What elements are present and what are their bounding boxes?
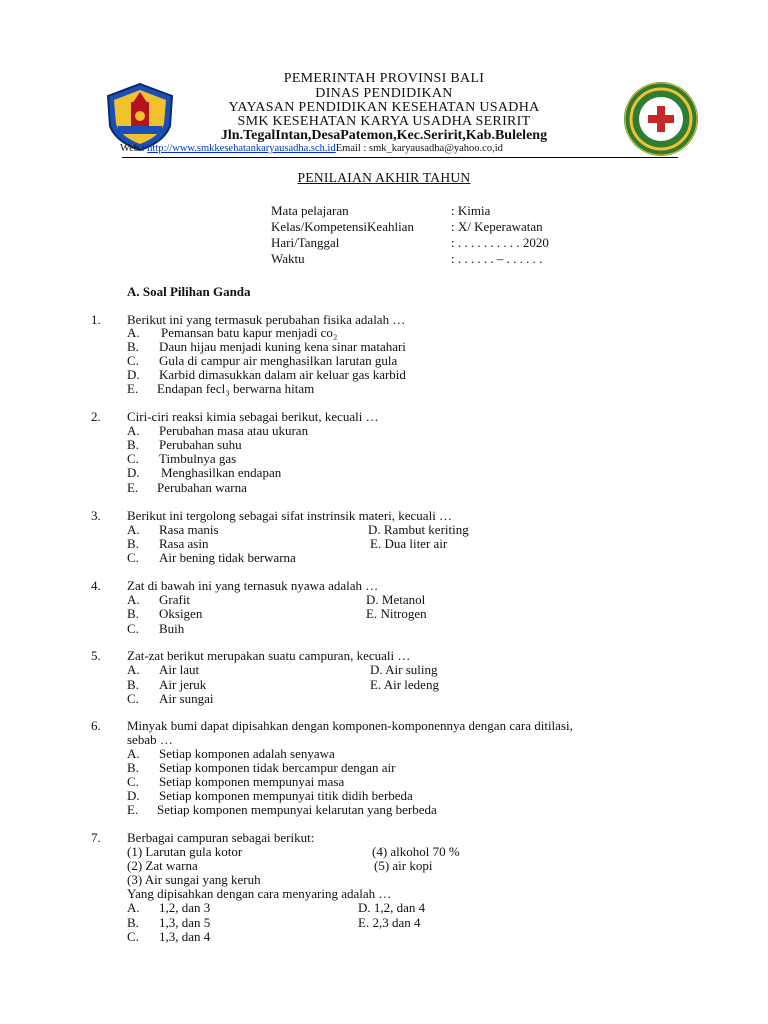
option-letter: A. [127, 592, 140, 607]
list-item: (3) Air sungai yang keruh [127, 872, 261, 887]
option-letter: B. [127, 760, 139, 775]
header-line-1: PEMERINTAH PROVINSI BALI [283, 71, 485, 86]
option-text: D. Rambut keriting [368, 522, 469, 537]
option-letter: B. [127, 437, 139, 452]
question-number: 5. [91, 648, 101, 663]
option-letter: E. [127, 381, 139, 396]
header-line-2: DINAS PENDIDIKAN [315, 86, 453, 101]
option-letter: A. [127, 325, 140, 340]
option-text: Setiap komponen mempunyai masa [159, 774, 345, 789]
question-text: Berikut ini yang termasuk perubahan fisika adalah … [127, 312, 406, 327]
option-text: E. Nitrogen [366, 606, 427, 621]
option-letter: D. [127, 367, 140, 382]
time-label: Waktu [271, 251, 305, 266]
list-item: (1) Larutan gula kotor [127, 844, 243, 859]
option-text: Buih [159, 621, 185, 636]
option-letter: C. [127, 929, 139, 944]
option-letter: A. [127, 900, 140, 915]
header-line-4: SMK KESEHATAN KARYA USADHA SERIRIT [237, 114, 531, 129]
list-item: (2) Zat warna [127, 858, 198, 873]
option-letter: D. [127, 788, 140, 803]
option-letter: C. [127, 451, 139, 466]
option-text: Perubahan masa atau ukuran [159, 423, 309, 438]
option-letter: A. [127, 746, 140, 761]
option-text: Perubahan warna [157, 480, 247, 495]
option-letter: E. [127, 802, 139, 817]
option-text: D. Air suling [370, 662, 438, 677]
option-text: Timbulnya gas [159, 451, 237, 466]
question-number: 6. [91, 718, 101, 733]
question-prompt: Yang dipisahkan dengan cara menyaring adalah … [127, 886, 392, 901]
option-text: Air sungai [159, 691, 214, 706]
web-label: Web : [120, 143, 148, 154]
subject-label: Mata pelajaran [271, 203, 349, 218]
option-letter: C. [127, 353, 139, 368]
website-link[interactable]: http://www.smkkesehatankaryausadha.sch.id [147, 143, 336, 154]
section-heading: A. Soal Pilihan Ganda [127, 284, 251, 299]
list-item: (4) alkohol 70 % [372, 844, 460, 859]
option-text: Setiap komponen mempunyai titik didih berbeda [159, 788, 413, 803]
question-text: Zat-zat berikut merupakan suatu campuran, kecuali … [127, 648, 411, 663]
question-number: 7. [91, 830, 101, 845]
class-value: : X/ Keperawatan [451, 219, 543, 234]
time-value: : . . . . . . – . . . . . . [451, 251, 543, 266]
question-text: Minyak bumi dapat dipisahkan dengan komponen-komponennya dengan cara ditilasi, [127, 718, 573, 733]
option-text: Karbid dimasukkan dalam air keluar gas karbid [159, 367, 406, 382]
date-value: : . . . . . . . . . . 2020 [451, 235, 549, 250]
email-text: Email : smk_karyausadha@yahoo.co,id [335, 143, 503, 154]
question-number: 1. [91, 312, 101, 327]
option-text: D. Metanol [366, 592, 426, 607]
question-text: Zat di bawah ini yang ternasuk nyawa adalah … [127, 578, 379, 593]
option-letter: C. [127, 774, 139, 789]
option-text: Daun hijau menjadi kuning kena sinar matahari [159, 339, 406, 354]
option-text: 1,3, dan 4 [159, 929, 211, 944]
question-text: Berbagai campuran sebagai berikut: [127, 830, 315, 845]
option-text: Setiap komponen mempunyai kelarutan yang berbeda [157, 802, 437, 817]
option-letter: B. [127, 536, 139, 551]
option-text: Menghasilkan endapan [161, 465, 282, 480]
question-text-cont: sebab … [127, 732, 173, 747]
option-text: Air bening tidak berwarna [159, 550, 296, 565]
question-number: 3. [91, 508, 101, 523]
option-text: D. 1,2, dan 4 [358, 900, 426, 915]
option-text: Rasa asin [159, 536, 209, 551]
question-number: 2. [91, 409, 101, 424]
header-address: Jln.TegalIntan,DesaPatemon,Kec.Seririt,Kab.Buleleng [220, 128, 548, 143]
option-letter: D. [127, 465, 140, 480]
option-text: Rasa manis [159, 522, 219, 537]
option-letter: E. [127, 480, 139, 495]
option-letter: B. [127, 339, 139, 354]
option-text: 1,3, dan 5 [159, 915, 211, 930]
date-label: Hari/Tanggal [271, 235, 340, 250]
page-title: PENILAIAN AKHIR TAHUN [297, 170, 471, 185]
option-letter: A. [127, 423, 140, 438]
option-letter: B. [127, 677, 139, 692]
option-letter: C. [127, 621, 139, 636]
option-text: Oksigen [159, 606, 203, 621]
option-text: Pemansan batu kapur menjadi co₂ [161, 325, 338, 340]
option-text: Perubahan suhu [159, 437, 242, 452]
option-text: Air jeruk [159, 677, 207, 692]
class-label: Kelas/KompetensiKeahlian [271, 219, 414, 234]
option-letter: C. [127, 550, 139, 565]
option-text: Endapan fecl₃ berwarna hitam [157, 381, 315, 396]
header-web-line [120, 143, 503, 154]
option-letter: B. [127, 606, 139, 621]
option-text: Grafit [159, 592, 191, 607]
header-line-3: YAYASAN PENDIDIKAN KESEHATAN USADHA [228, 100, 540, 115]
question-number: 4. [91, 578, 101, 593]
option-text: Air laut [159, 662, 200, 677]
subject-value: : Kimia [451, 203, 491, 218]
option-text: Setiap komponen adalah senyawa [159, 746, 335, 761]
option-letter: C. [127, 691, 139, 706]
option-letter: A. [127, 662, 140, 677]
option-text: E. Air ledeng [370, 677, 439, 692]
option-text: 1,2, dan 3 [159, 900, 211, 915]
option-text: E. Dua liter air [370, 536, 448, 551]
list-item: (5) air kopi [374, 858, 433, 873]
option-text: Setiap komponen tidak bercampur dengan air [159, 760, 396, 775]
option-letter: B. [127, 915, 139, 930]
header-divider [122, 157, 678, 158]
question-text: Ciri-ciri reaksi kimia sebagai berikut, kecuali … [127, 409, 379, 424]
option-letter: A. [127, 522, 140, 537]
question-text: Berikut ini tergolong sebagai sifat instrinsik materi, kecuali … [127, 508, 453, 523]
option-text: E. 2,3 dan 4 [358, 915, 421, 930]
option-text: Gula di campur air menghasilkan larutan gula [159, 353, 398, 368]
